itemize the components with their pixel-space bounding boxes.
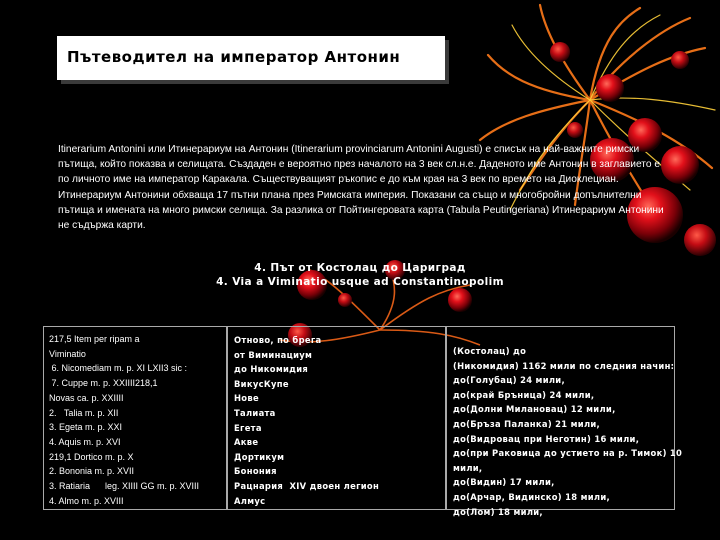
bulgarian-row: до Никомидия [234, 364, 309, 375]
page-title: Пътеводител на император Антонин [67, 48, 401, 66]
bulgarian-row: Акве [234, 437, 259, 448]
latin-row: Novas ca. p. XXIIII [49, 392, 124, 403]
route-heading-bg: 4. Път от Костолац до Цариград [254, 262, 466, 274]
bulgarian-row: Дортикум [234, 451, 285, 462]
modern-names-column [446, 326, 683, 517]
paragraph-2: Итинерариум Антонини обхваща 17 пътни плана през Римската империя. Показани са също и многобройни допълнителни пътища и имената на много римски селища. За разлика от Пойтингеровата карта (Tabula Peutingeriana) Итинерариум Антонини не съдържа карти. [58, 189, 664, 232]
latin-row: 3. Ratiaria leg. XIIII GG m. p. XVIII [49, 481, 200, 492]
bulgarian-row: Талиата [234, 407, 276, 418]
route-table [43, 326, 683, 517]
latin-row: 2. Bononia m. p. XVII [49, 466, 135, 477]
latin-row: 217,5 Item per ripam a [49, 334, 140, 344]
modern-row: до(Видин) 17 мили, [453, 477, 555, 488]
route-heading [180, 261, 540, 289]
modern-row: до(Бръза Паланка) 21 мили, [453, 418, 601, 429]
latin-row: 3. Egeta m. p. XXI [49, 422, 123, 433]
route-heading-latin: 4. Via a Viminatio usque ad Constantinopolim [216, 276, 504, 288]
bulgarian-row: ВикусКупе [234, 378, 289, 389]
latin-row: Viminatio [49, 348, 86, 359]
modern-row: до(при Раковица до устието на р. Тимок) 10 [453, 448, 683, 459]
modern-row: мили, [453, 462, 483, 473]
bulgarian-row: Алмус [234, 495, 266, 506]
modern-row: до(Голубац) 24 мили, [453, 375, 565, 386]
latin-row: 7. Cuppe m. p. XXIIII218,1 [49, 378, 158, 389]
bulgarian-row: Рацнария XIV двоен легион [234, 480, 380, 491]
modern-row: до(Арчар, Видинско) 18 мили, [453, 491, 610, 502]
title-box [57, 36, 445, 80]
paragraph-1: Itinerarium Antonini или Итинерариум на Антонин (Itinerarium provinciarum Antonini Augusti) е списък на най-важните римски пътища, който показва и селищата. Създаден е вероятно през началото на 3 век сл.н.е. Даденото име Антонин в заглавието е по личното име на император Каракала. Съществуващият ръкопис е до към края на 3 век по времето на Диоклециан. [58, 144, 660, 186]
bulgarian-row: Бонония [234, 466, 277, 477]
latin-row: 2. Talia m. p. XII [49, 407, 119, 418]
latin-row: 4. Aquis m. p. XVI [49, 436, 121, 447]
modern-row: до(Долни Милановац) 12 мили, [453, 404, 616, 415]
modern-row: (Костолац) до [453, 346, 527, 356]
bulgarian-row: Отново, по брега [234, 335, 322, 345]
description-text [58, 142, 666, 233]
bulgarian-row: Нове [234, 393, 259, 404]
latin-row: 6. Nicomediam m. p. XI LXII3 sic : [49, 363, 188, 374]
latin-column [43, 326, 227, 510]
modern-row: до(край Бръница) 24 мили, [453, 389, 595, 400]
latin-row: 219,1 Dortico m. p. X [49, 451, 134, 462]
modern-row: до(Видровац при Неготин) 16 мили, [453, 433, 640, 444]
modern-row: (Никомидия) 1162 мили по следния начин: [453, 360, 675, 371]
bulgarian-row: Егета [234, 422, 262, 433]
bulgarian-column [227, 326, 446, 510]
modern-row: до(Лом) 18 мили, [453, 506, 543, 517]
latin-row: 4. Almo m. p. XVIII [49, 495, 124, 506]
bulgarian-row: от Виминациум [234, 349, 313, 360]
